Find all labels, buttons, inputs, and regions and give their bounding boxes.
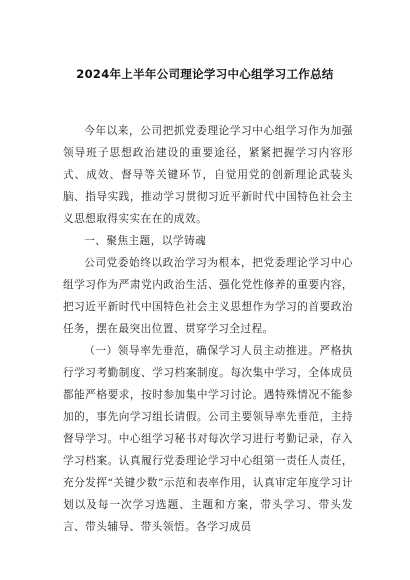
section-heading-1: 一、聚焦主题，以学铸魂	[84, 235, 207, 247]
document-body	[63, 120, 353, 538]
paragraph-intro: 今年以来，公司把抓党委理论学习中心组学习作为加强领导班子思想政治建设的重要途径，紧紧把握学习内容形式、成效、督导等关键环节，自觉用党的创新理论武装头脑、指导实践，推动学习贯彻习近平新时代中国特色社会主义思想取得实实在在的成效。	[63, 125, 353, 225]
paragraph-section-1: 公司党委始终以政治学习为根本，把党委理论学习中心组学习作为严肃党内政治生活、强化党性修养的重要内容，把习近平新时代中国特色社会主义思想作为学习的首要政治任务，摆在最突出位置、贯穿学习全过程。	[63, 257, 353, 335]
document-title: 2024年上半年公司理论学习中心组学习工作总结	[76, 67, 334, 81]
paragraph-subsection-1: （一）领导率先垂范，确保学习人员主动推进。严格执行学习考勤制度、学习档案制度。每次集中学习，全体成员都能严格要求，按时参加集中学习讨论。遇特殊情况不能参加的，事先向学习组长请假。公司主要领导率先垂范，主持督导学习。中心组学习秘书对每次学习进行考勤记录，存入学习档案。认真履行党委理论学习中心组第一责任人责任，充分发挥“关键少数”示范和表率作用，认真审定年度学习计划以及每一次学习选题、主题和方案，带头学习、带头发言、带头辅导、带头领悟。各学习成员	[63, 345, 353, 533]
